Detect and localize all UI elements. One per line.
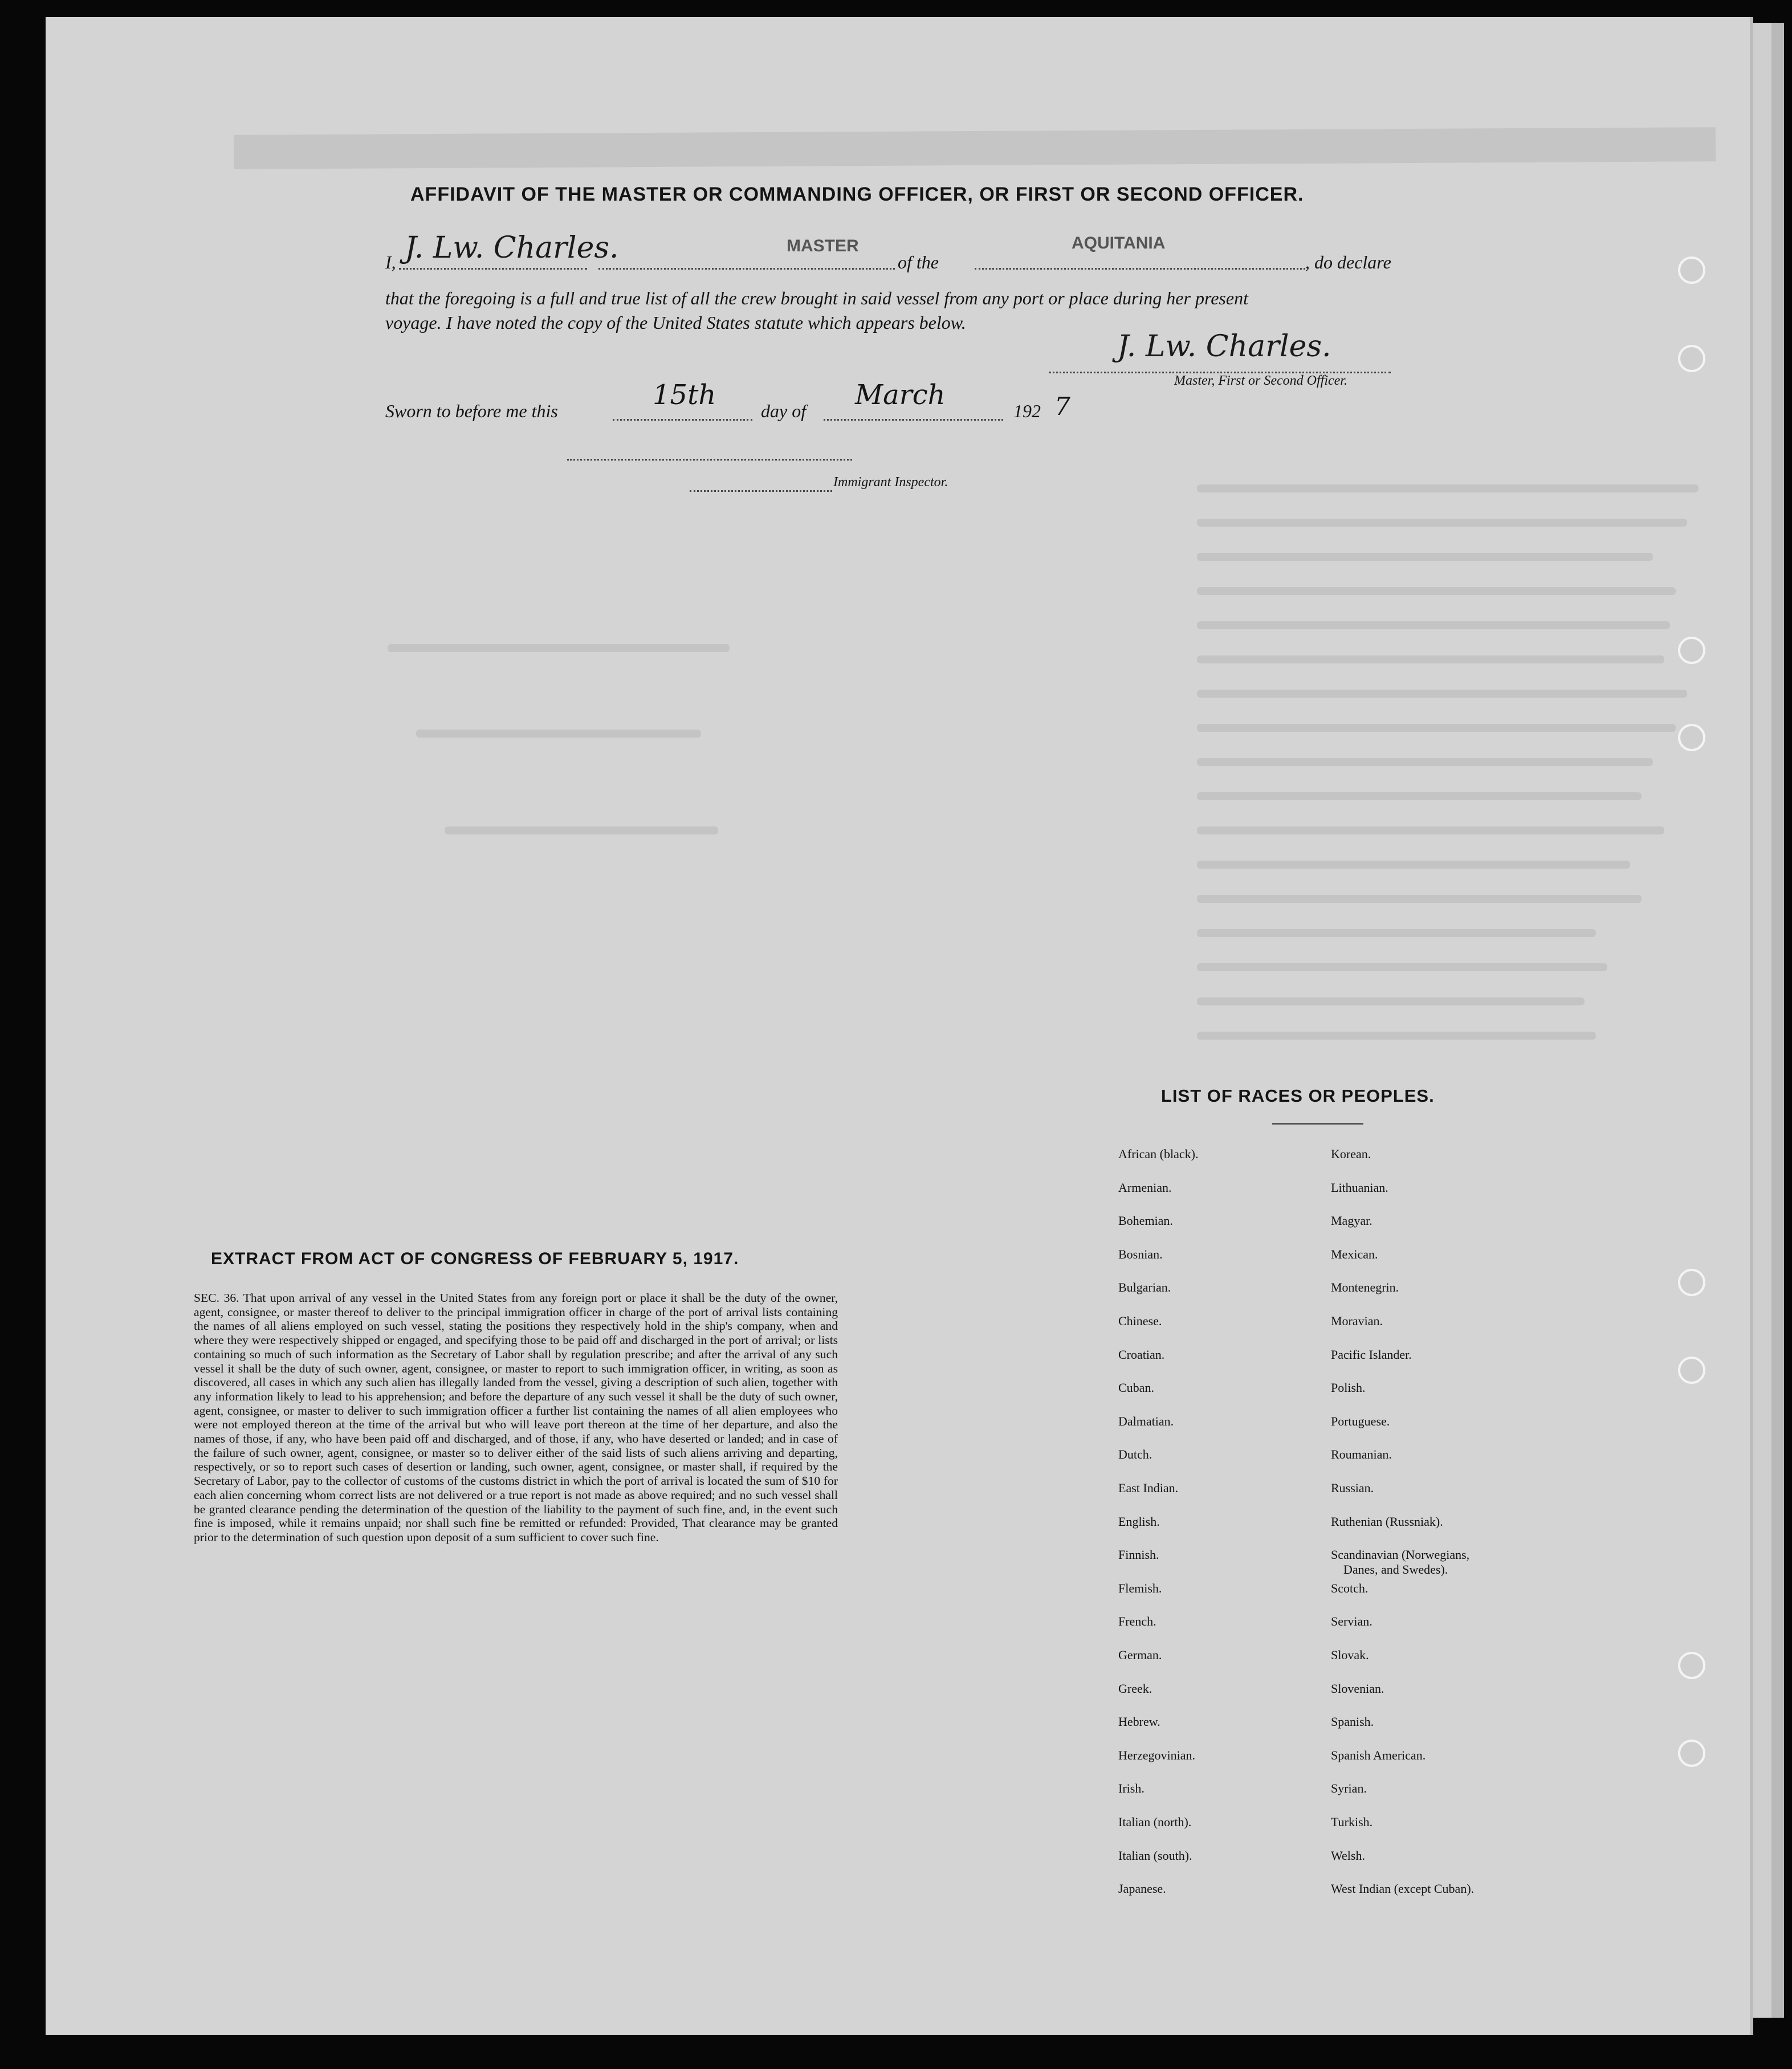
race-item: Mexican. <box>1331 1247 1378 1261</box>
punch-hole <box>1678 1357 1705 1384</box>
race-item: Korean. <box>1331 1147 1371 1161</box>
inspector-line-2 <box>690 490 832 492</box>
race-item: Slovenian. <box>1331 1681 1384 1696</box>
punch-hole <box>1678 256 1705 284</box>
race-item: Croatian. <box>1118 1347 1165 1362</box>
punch-hole <box>1678 345 1705 372</box>
race-item: African (black). <box>1118 1147 1199 1161</box>
punch-hole <box>1678 724 1705 751</box>
inspector-line-1 <box>567 459 852 461</box>
race-item: Armenian. <box>1118 1180 1172 1195</box>
race-item: Herzegovinian. <box>1118 1748 1195 1762</box>
race-item: Roumanian. <box>1331 1447 1392 1462</box>
race-item: Turkish. <box>1331 1815 1373 1829</box>
extract-body: SEC. 36. That upon arrival of any vessel in the United States from any foreign port or place it shall be the duty of the owner, agent, consignee, or master thereof to deliver to the principal immigration officer in charge of the port of arrival lists containing the names of all aliens employed on such vessel, stating the positions they respectively hold in the ship's company, when and where they were respectively shipped or engaged, and specifying those to be paid off and discharged in the port of arrival; or lists containing so much of such information as the Secretary of Labor shall by regulation prescribe; and after the arrival of any such vessel it shall be the duty of such owner, agent, consignee, or master to report to such immigration officer, in writing, as soon as discovered, all cases in which any such alien has illegally landed from the vessel, giving a description of such alien, together with any information likely to lead to his apprehension; and before the departure of any such vessel it shall be the duty of such owner, agent, consignee, or master to deliver to such immigration officer a further list containing the names of all alien employees who were not employed thereon at the time of the arrival but who will leave port thereon at the time of her departure, and also the names of those, if any, who have been paid off and discharged, and of those, if any, who have deserted or landed; and in case of the failure of such owner, agent, consignee, or master so to deliver either of the said lists of such aliens arriving and departing, respectively, or so to report such cases of desertion or landing, such owner, agent, consignee, or master shall, if required by the Secretary of Labor, pay to the collector of customs of the customs district in which the port of arrival is located the sum of $10 for each alien concerning whom correct lists are not delivered or a true report is not made as above required; and no such vessel shall be granted clearance pending the determination of the question of the liability to the payment of such fine, and, in the event such fine is imposed, while it remains unpaid; nor shall such fine be remitted or refunded: Provided, That clearance may be granted prior to the determination of such question upon deposit of a sum sufficient to cover such fine. <box>194 1291 838 1544</box>
affidavit-title: AFFIDAVIT OF THE MASTER OR COMMANDING OFFICER, OR FIRST OR SECOND OFFICER. <box>410 184 1304 205</box>
race-item: Spanish. <box>1331 1714 1374 1729</box>
race-item: Montenegrin. <box>1331 1280 1399 1295</box>
race-item: Magyar. <box>1331 1213 1372 1228</box>
sworn-label: Sworn to before me this <box>385 401 558 421</box>
race-item: Japanese. <box>1118 1881 1166 1896</box>
rank-stamp: MASTER <box>787 237 859 255</box>
race-item: Italian (south). <box>1118 1848 1192 1863</box>
punch-hole <box>1678 1740 1705 1767</box>
race-item: Bulgarian. <box>1118 1280 1171 1295</box>
race-item: East Indian. <box>1118 1481 1179 1495</box>
race-item: Danes, and Swedes). <box>1343 1562 1448 1577</box>
race-item: Cuban. <box>1118 1380 1154 1395</box>
race-item: Lithuanian. <box>1331 1180 1388 1195</box>
i-label: I, <box>385 252 396 272</box>
races-underline <box>1272 1123 1363 1125</box>
rank-line <box>598 268 895 270</box>
declare-label: , do declare <box>1305 252 1391 272</box>
race-item: Ruthenian (Russniak). <box>1331 1514 1443 1529</box>
race-item: Hebrew. <box>1118 1714 1160 1729</box>
race-item: Dalmatian. <box>1118 1414 1174 1428</box>
race-item: German. <box>1118 1648 1162 1662</box>
race-item: French. <box>1118 1614 1156 1629</box>
race-item: Dutch. <box>1118 1447 1152 1462</box>
race-item: Slovak. <box>1331 1648 1369 1662</box>
race-item: Syrian. <box>1331 1781 1367 1796</box>
day-of-label: day of <box>761 401 807 421</box>
punch-hole <box>1678 637 1705 664</box>
inspector-caption: Immigrant Inspector. <box>833 475 948 490</box>
vessel-line <box>975 268 1305 270</box>
punch-hole <box>1678 1269 1705 1296</box>
race-item: Flemish. <box>1118 1581 1162 1595</box>
vessel-stamp: AQUITANIA <box>1072 234 1166 252</box>
race-item: Russian. <box>1331 1481 1374 1495</box>
race-item: Scandinavian (Norwegians, <box>1331 1547 1470 1562</box>
race-item: Moravian. <box>1331 1314 1383 1328</box>
year-prefix: 192 <box>1013 401 1041 421</box>
race-item: English. <box>1118 1514 1160 1529</box>
punch-hole <box>1678 1652 1705 1679</box>
race-item: Pacific Islander. <box>1331 1347 1412 1362</box>
race-item: Irish. <box>1118 1781 1145 1796</box>
day-value: 15th <box>653 379 716 411</box>
race-item: Scotch. <box>1331 1581 1369 1595</box>
race-item: Chinese. <box>1118 1314 1162 1328</box>
race-item: Servian. <box>1331 1614 1372 1629</box>
race-item: Italian (north). <box>1118 1815 1192 1829</box>
race-item: Bohemian. <box>1118 1213 1173 1228</box>
master-signature: J. Lw. Charles. <box>405 231 619 265</box>
extract-title: EXTRACT FROM ACT OF CONGRESS OF FEBRUARY 5, 1917. <box>211 1249 739 1268</box>
master-signature-2: J. Lw. Charles. <box>1117 329 1331 364</box>
affidavit-line-3: voyage. I have noted the copy of the United States statute which appears below. <box>385 312 966 333</box>
signature-caption: Master, First or Second Officer. <box>1174 373 1347 388</box>
year-value: 7 <box>1054 392 1070 421</box>
month-value: March <box>855 379 946 411</box>
race-item: Greek. <box>1118 1681 1152 1696</box>
name-line <box>399 268 587 270</box>
affidavit-line-2: that the foregoing is a full and true list of all the crew brought in said vessel from any port or place during her present <box>385 288 1248 308</box>
month-line <box>824 419 1003 421</box>
race-item: Bosnian. <box>1118 1247 1163 1261</box>
page-edge-back <box>1771 23 1784 2018</box>
race-item: Spanish American. <box>1331 1748 1426 1762</box>
race-item: Polish. <box>1331 1380 1366 1395</box>
race-item: Welsh. <box>1331 1848 1365 1863</box>
of-the-label: of the <box>898 252 939 272</box>
race-item: Finnish. <box>1118 1547 1159 1562</box>
day-line <box>613 419 752 421</box>
race-item: Portuguese. <box>1331 1414 1390 1428</box>
race-item: West Indian (except Cuban). <box>1331 1881 1475 1896</box>
races-title: LIST OF RACES OR PEOPLES. <box>1161 1086 1435 1106</box>
